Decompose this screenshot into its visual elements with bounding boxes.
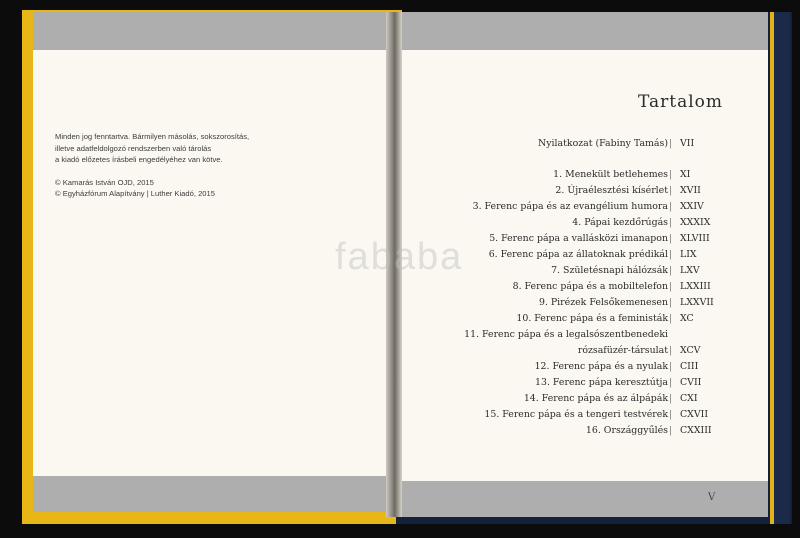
toc-entry-title: rózsafüzér-társulat bbox=[577, 345, 668, 356]
toc-entry-title: 1. Menekült betlehemes bbox=[553, 169, 668, 180]
toc-entry-title: 11. Ferenc pápa és a legalsószentbenedeki bbox=[464, 329, 668, 340]
toc-entry-page: LIX bbox=[680, 249, 697, 260]
toc-separator: | bbox=[669, 345, 673, 356]
toc-entry bbox=[398, 345, 768, 361]
toc-entry-page: XLVIII bbox=[680, 233, 710, 244]
toc-entry-page: XC bbox=[680, 313, 694, 324]
toc-entry-title: 5. Ferenc pápa a vallásközi imanapon bbox=[489, 233, 668, 244]
toc-separator: | bbox=[669, 265, 673, 276]
toc-entry-title: 9. Pirézek Felsőkemenesen bbox=[538, 297, 668, 308]
toc-entry bbox=[398, 377, 768, 393]
toc-entry-page: LXV bbox=[680, 265, 700, 276]
toc-entry bbox=[398, 313, 768, 329]
toc-entry-title: 3. Ferenc pápa és az evangélium humora bbox=[472, 201, 668, 212]
toc-entry-title: 10. Ferenc pápa és a feministák bbox=[516, 313, 668, 324]
toc-entry bbox=[398, 185, 768, 201]
toc-entry-title: 16. Országgyűlés bbox=[585, 425, 668, 436]
toc-separator: | bbox=[669, 297, 673, 308]
toc-entry bbox=[398, 169, 768, 185]
toc-entry bbox=[398, 297, 768, 313]
toc-entry-page: XXIV bbox=[680, 201, 704, 212]
toc-entry-title: 4. Pápai kezdőrúgás bbox=[572, 217, 668, 228]
toc-entry-title: Nyilatkozat (Fabiny Tamás) bbox=[538, 138, 668, 149]
toc-entry-title: 12. Ferenc pápa és a nyulak bbox=[534, 361, 668, 372]
toc-entry-title: 14. Ferenc pápa és az álpápák bbox=[523, 393, 668, 404]
toc-entry bbox=[398, 329, 768, 345]
toc-separator: | bbox=[669, 185, 673, 196]
toc-separator: | bbox=[669, 249, 673, 260]
toc-separator: | bbox=[669, 201, 673, 212]
bottom-band bbox=[33, 476, 389, 512]
toc-entry-title: 7. Születésnapi hálózsák bbox=[551, 265, 668, 276]
toc-separator: | bbox=[669, 361, 673, 372]
page-number: V bbox=[708, 492, 716, 503]
toc-entry-page: LXXIII bbox=[680, 281, 711, 292]
toc-entry bbox=[398, 393, 768, 409]
toc-entry-title: 13. Ferenc pápa keresztútja bbox=[535, 377, 668, 388]
toc-entry bbox=[398, 425, 768, 441]
toc-entry-page: XVII bbox=[680, 185, 701, 196]
toc-entry bbox=[398, 409, 768, 425]
toc-entry-page: CVII bbox=[680, 377, 702, 388]
copyright-holder: © Kamarás István OJD, 2015 bbox=[55, 177, 154, 187]
toc-entry-title: 6. Ferenc pápa az állatoknak prédikál bbox=[488, 249, 668, 260]
toc-separator: | bbox=[669, 313, 673, 324]
book-cover-edge bbox=[770, 12, 790, 524]
top-band bbox=[33, 12, 389, 50]
toc-entry-page: CXI bbox=[680, 393, 698, 404]
toc-separator: | bbox=[669, 138, 673, 149]
toc-separator: | bbox=[669, 377, 673, 388]
toc-separator: | bbox=[669, 233, 673, 244]
toc-entry-title: 15. Ferenc pápa és a tengeri testvérek bbox=[484, 409, 668, 420]
toc-separator: | bbox=[669, 217, 673, 228]
toc-entry bbox=[398, 138, 768, 154]
toc-entry-page: CXVII bbox=[680, 409, 709, 420]
toc-separator: | bbox=[669, 425, 673, 436]
watermark: fababa bbox=[335, 236, 464, 278]
copyright-line: Minden jog fenntartva. Bármilyen másolás, sokszorosítás, bbox=[55, 132, 250, 141]
toc-entry-page: CIII bbox=[680, 361, 699, 372]
toc-separator: | bbox=[669, 409, 673, 420]
toc-title: Tartalom bbox=[638, 92, 724, 112]
toc-entry bbox=[398, 217, 768, 233]
copyright-line: illetve adatfeldolgozó rendszerben való tárolás bbox=[55, 143, 212, 153]
copyright-block bbox=[55, 131, 375, 200]
toc-entry bbox=[398, 361, 768, 377]
toc-entry-page: XI bbox=[680, 169, 691, 180]
top-band bbox=[398, 12, 768, 50]
toc-entry-page: XXXIX bbox=[680, 217, 711, 228]
toc-entry-page: VII bbox=[680, 138, 695, 149]
copyright-holder: © Egyházfórum Alapítvány | Luther Kiadó, 2015 bbox=[55, 189, 215, 198]
toc-entry bbox=[398, 281, 768, 297]
copyright-line: a kiadó előzetes írásbeli engedélyéhez van kötve. bbox=[55, 155, 223, 164]
toc-separator: | bbox=[669, 169, 673, 180]
toc-entry-page: XCV bbox=[680, 345, 701, 356]
toc-separator: | bbox=[669, 393, 673, 404]
toc-entry-title: 2. Újraélesztési kísérlet bbox=[555, 185, 668, 196]
toc-entry bbox=[398, 201, 768, 217]
toc-entry-title: 8. Ferenc pápa és a mobiltelefon bbox=[512, 281, 668, 292]
toc-separator: | bbox=[669, 281, 673, 292]
toc-entry-page: CXXIII bbox=[680, 425, 712, 436]
toc-entry-page: LXXVII bbox=[680, 297, 714, 308]
